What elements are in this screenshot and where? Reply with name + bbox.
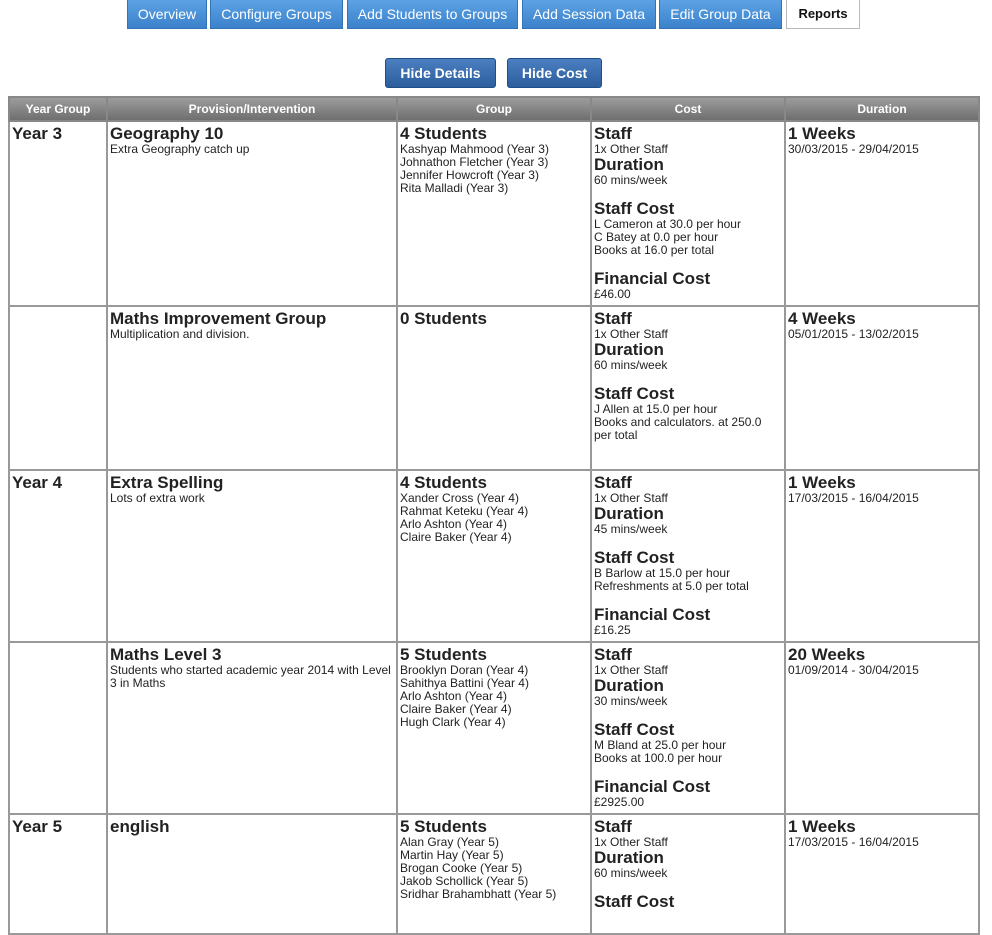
- year-group-cell: [9, 306, 107, 470]
- student-count: 4 Students: [400, 124, 487, 143]
- provision-name: Extra Spelling: [110, 473, 224, 492]
- staff-cost-item: Refreshments at 5.0 per total: [594, 579, 749, 593]
- staff-cost-heading: Staff Cost: [594, 548, 675, 567]
- provision-name: Maths Level 3: [110, 645, 222, 664]
- student-name: Jakob Schollick (Year 5): [400, 874, 529, 888]
- tab-configure-groups[interactable]: Configure Groups: [210, 0, 343, 29]
- provision-cell: [107, 814, 397, 934]
- duration-value: 60 mins/week: [594, 358, 668, 372]
- year-group: Year 3: [12, 124, 63, 143]
- duration-heading: Duration: [594, 340, 664, 359]
- duration-dates: 30/03/2015 - 29/04/2015: [788, 142, 919, 156]
- duration-heading: Duration: [594, 504, 664, 523]
- staff-cost-item: Books and calculators. at 250.0 per total: [594, 415, 762, 442]
- student-name: Sahithya Battini (Year 4): [400, 676, 529, 690]
- staff-heading: Staff: [594, 124, 632, 143]
- duration-value: 30 mins/week: [594, 694, 668, 708]
- staff-cost-item: B Barlow at 15.0 per hour: [594, 566, 731, 580]
- cost-cell: [591, 470, 785, 642]
- staff-cost-item: J Allen at 15.0 per hour: [594, 402, 718, 416]
- tab-overview[interactable]: Overview: [127, 0, 207, 29]
- staff-cost-heading: Staff Cost: [594, 384, 675, 403]
- year-group-cell: [9, 121, 107, 306]
- table-row: [9, 306, 979, 470]
- group-cell: [397, 642, 591, 814]
- staff-heading: Staff: [594, 817, 632, 836]
- cost-cell: [591, 814, 785, 934]
- student-name: Claire Baker (Year 4): [400, 530, 512, 544]
- staff-value: 1x Other Staff: [594, 327, 668, 341]
- provision-description: Multiplication and division.: [110, 327, 250, 341]
- staff-cost-item: Books at 16.0 per total: [594, 243, 715, 257]
- staff-cost-item: L Cameron at 30.0 per hour: [594, 217, 741, 231]
- provision-name: english: [110, 817, 170, 836]
- cost-cell: [591, 121, 785, 306]
- student-name: Claire Baker (Year 4): [400, 702, 512, 716]
- student-name: Arlo Ashton (Year 4): [400, 517, 507, 531]
- year-group: Year 4: [12, 473, 63, 492]
- cost-cell: [591, 306, 785, 470]
- year-group-cell: [9, 814, 107, 934]
- year-group-cell: [9, 642, 107, 814]
- student-name: Rita Malladi (Year 3): [400, 181, 509, 195]
- hide-cost-button[interactable]: Hide Cost: [507, 58, 602, 88]
- financial-cost-value: £16.25: [594, 623, 631, 637]
- provision-description: Extra Geography catch up: [110, 142, 250, 156]
- duration-cell: [785, 121, 979, 306]
- student-name: Arlo Ashton (Year 4): [400, 689, 507, 703]
- student-name: Xander Cross (Year 4): [400, 491, 519, 505]
- student-name: Alan Gray (Year 5): [400, 835, 499, 849]
- student-name: Hugh Clark (Year 4): [400, 715, 506, 729]
- financial-cost-heading: Financial Cost: [594, 269, 711, 288]
- duration-heading: Duration: [594, 676, 664, 695]
- table-row: [9, 121, 979, 306]
- tab-add-students-to-groups[interactable]: Add Students to Groups: [347, 0, 518, 29]
- student-name: Johnathon Fletcher (Year 3): [400, 155, 549, 169]
- student-name: Martin Hay (Year 5): [400, 848, 504, 862]
- group-cell: [397, 121, 591, 306]
- staff-value: 1x Other Staff: [594, 491, 668, 505]
- tab-edit-group-data[interactable]: Edit Group Data: [659, 0, 782, 29]
- staff-cost-item: Books at 100.0 per hour: [594, 751, 723, 765]
- provision-name: Geography 10: [110, 124, 224, 143]
- duration-cell: [785, 814, 979, 934]
- year-group: Year 5: [12, 817, 63, 836]
- duration-heading: Duration: [594, 848, 664, 867]
- table-header-row: [9, 97, 979, 121]
- header-group: Group: [397, 97, 591, 121]
- header-provision: Provision/Intervention: [107, 97, 397, 121]
- table-row: [9, 470, 979, 642]
- financial-cost-value: £46.00: [594, 287, 631, 301]
- student-count: 5 Students: [400, 645, 487, 664]
- duration-cell: [785, 470, 979, 642]
- student-name: Brooklyn Doran (Year 4): [400, 663, 529, 677]
- provision-name: Maths Improvement Group: [110, 309, 327, 328]
- duration-weeks: 1 Weeks: [788, 124, 856, 143]
- provision-cell: [107, 642, 397, 814]
- duration-weeks: 20 Weeks: [788, 645, 866, 664]
- staff-heading: Staff: [594, 473, 632, 492]
- group-cell: [397, 814, 591, 934]
- staff-value: 1x Other Staff: [594, 142, 668, 156]
- duration-cell: [785, 642, 979, 814]
- group-cell: [397, 306, 591, 470]
- duration-value: 60 mins/week: [594, 173, 668, 187]
- duration-weeks: 4 Weeks: [788, 309, 856, 328]
- header-cost: Cost: [591, 97, 785, 121]
- duration-heading: Duration: [594, 155, 664, 174]
- duration-cell: [785, 306, 979, 470]
- student-name: Kashyap Mahmood (Year 3): [400, 142, 549, 156]
- student-name: Jennifer Howcroft (Year 3): [400, 168, 539, 182]
- student-name: Rahmat Keteku (Year 4): [400, 504, 529, 518]
- financial-cost-heading: Financial Cost: [594, 605, 711, 624]
- provision-description: Students who started academic year 2014 with Level 3 in Maths: [110, 663, 391, 690]
- tab-bar: [0, 0, 992, 30]
- financial-cost-value: £2925.00: [594, 795, 645, 809]
- duration-value: 45 mins/week: [594, 522, 668, 536]
- year-group-cell: [9, 470, 107, 642]
- staff-cost-heading: Staff Cost: [594, 199, 675, 218]
- staff-value: 1x Other Staff: [594, 835, 668, 849]
- hide-details-button[interactable]: Hide Details: [385, 58, 496, 88]
- provision-description: Lots of extra work: [110, 491, 205, 505]
- staff-cost-item: M Bland at 25.0 per hour: [594, 738, 727, 752]
- spacer: [594, 880, 782, 893]
- student-name: Brogan Cooke (Year 5): [400, 861, 523, 875]
- header-year-group: Year Group: [9, 97, 107, 121]
- table-row: [9, 814, 979, 934]
- duration-dates: 01/09/2014 - 30/04/2015: [788, 663, 919, 677]
- student-name: Sridhar Brahambhatt (Year 5): [400, 887, 557, 901]
- provision-cell: [107, 470, 397, 642]
- duration-weeks: 1 Weeks: [788, 473, 856, 492]
- staff-cost-heading: Staff Cost: [594, 892, 675, 911]
- duration-dates: 17/03/2015 - 16/04/2015: [788, 835, 919, 849]
- duration-weeks: 1 Weeks: [788, 817, 856, 836]
- provision-cell: [107, 121, 397, 306]
- student-count: 5 Students: [400, 817, 487, 836]
- student-count: 4 Students: [400, 473, 487, 492]
- group-cell: [397, 470, 591, 642]
- staff-cost-heading: Staff Cost: [594, 720, 675, 739]
- cost-cell: [591, 642, 785, 814]
- student-count: 0 Students: [400, 309, 487, 328]
- tab-reports[interactable]: Reports: [786, 0, 860, 29]
- report-table: [8, 96, 980, 935]
- financial-cost-heading: Financial Cost: [594, 777, 711, 796]
- duration-dates: 17/03/2015 - 16/04/2015: [788, 491, 919, 505]
- tab-add-session-data[interactable]: Add Session Data: [522, 0, 656, 29]
- staff-cost-item: C Batey at 0.0 per hour: [594, 230, 719, 244]
- header-duration: Duration: [785, 97, 979, 121]
- duration-dates: 05/01/2015 - 13/02/2015: [788, 327, 919, 341]
- staff-heading: Staff: [594, 309, 632, 328]
- duration-value: 60 mins/week: [594, 866, 668, 880]
- table-row: [9, 642, 979, 814]
- provision-cell: [107, 306, 397, 470]
- staff-value: 1x Other Staff: [594, 663, 668, 677]
- staff-heading: Staff: [594, 645, 632, 664]
